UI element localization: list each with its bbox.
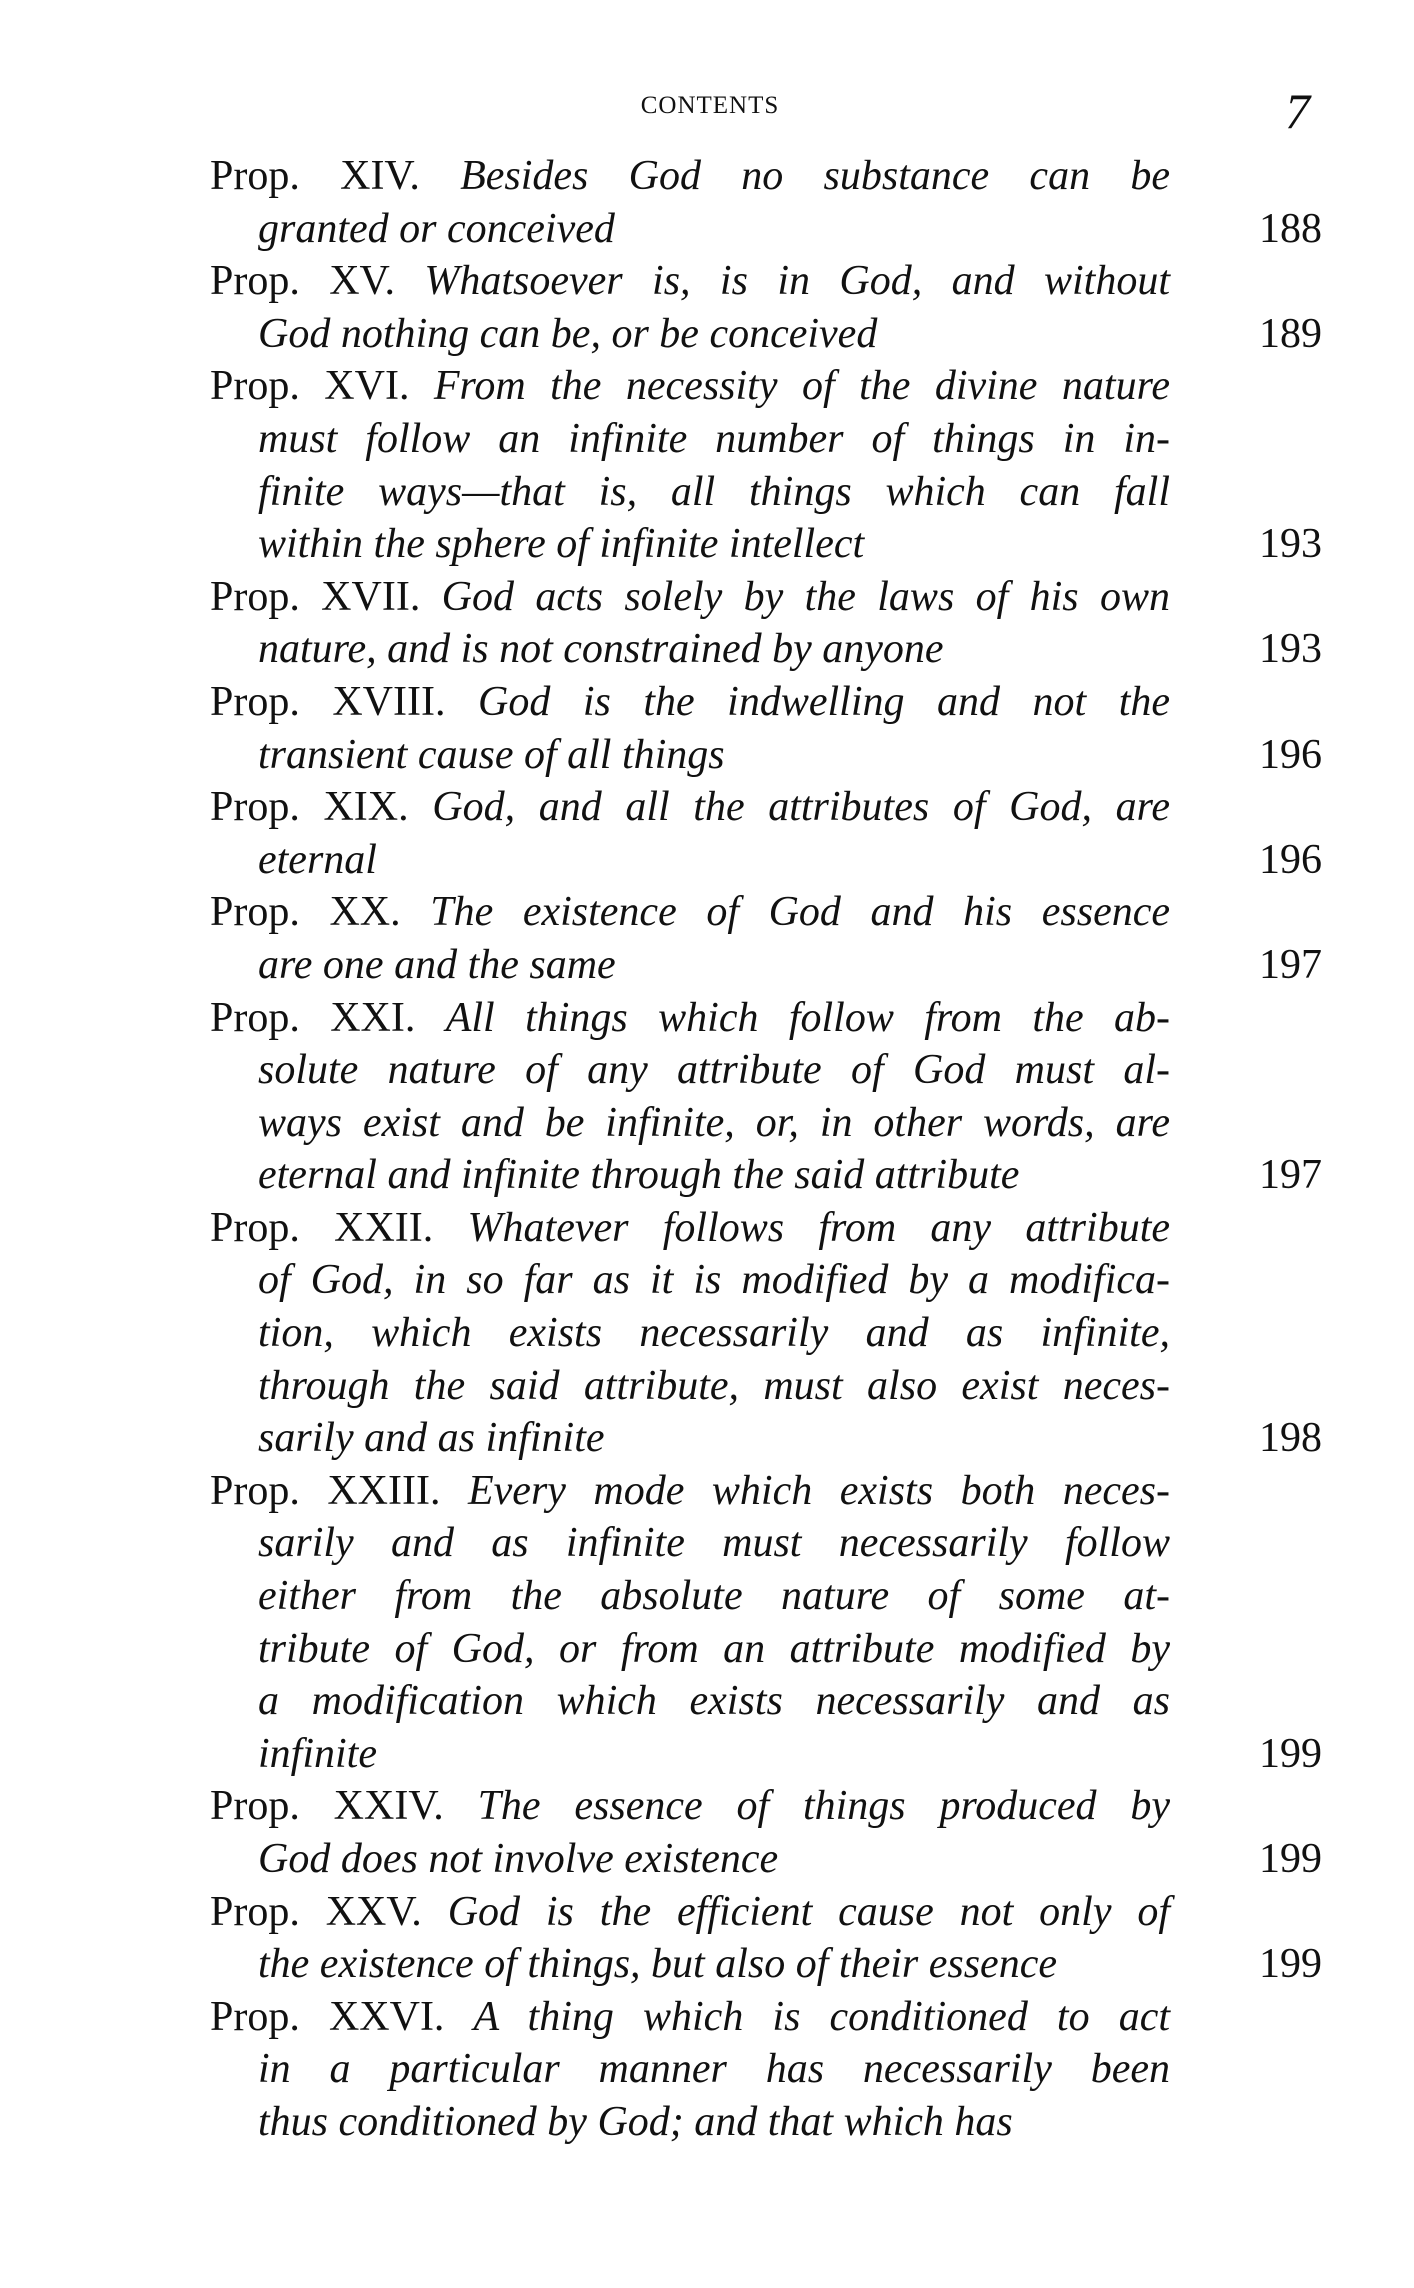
toc-entry-line [210,1991,1170,2044]
toc-page-number: 196 [1259,731,1322,778]
toc-entry-text [210,1991,1170,2149]
proposition-label: Prop. XXI. [210,994,416,1041]
toc-entry-line [210,308,1170,361]
toc-entry-line [210,992,1170,1045]
toc-entry-line [210,1044,1170,1097]
proposition-text: sarily and as infinite [258,1415,605,1462]
page-number: 7 [1285,83,1310,139]
toc-entry [210,781,1322,886]
proposition-text: tribute of God, or from an attribute modified by [258,1625,1170,1672]
toc-entry [210,571,1322,676]
toc-entry-line [210,623,1170,676]
proposition-text: God nothing can be, or be conceived [258,310,878,357]
proposition-text: in a particular manner has necessarily been [258,2046,1170,2093]
toc-entry-text [210,886,1170,991]
proposition-text: tion, which exists necessarily and as infinite, [258,1310,1170,1357]
proposition-text: must follow an infinite number of things in in- [258,415,1170,462]
toc-entry-line [210,1202,1170,1255]
toc-entry-line [210,1149,1170,1202]
table-of-contents [210,150,1322,2149]
proposition-label: Prop. XXVI. [210,1993,445,2040]
proposition-text: The existence of God and his essence [430,889,1170,936]
toc-entry-line [210,1412,1170,1465]
proposition-text: Whatever follows from any attribute [467,1204,1171,1251]
toc-entry-line [210,518,1170,571]
toc-entry-line [210,1675,1170,1728]
toc-page-number: 196 [1259,836,1322,883]
toc-entry-text [210,360,1170,570]
proposition-text: God is the efficient cause not only of [447,1888,1171,1935]
proposition-label: Prop. XVIII. [210,678,446,725]
toc-entry [210,360,1322,570]
toc-page-number: 198 [1259,1415,1322,1462]
proposition-text: nature, and is not constrained by anyone [258,626,944,673]
toc-entry-line [210,1097,1170,1150]
toc-entry [210,1886,1322,1991]
toc-entry-line [210,413,1170,466]
toc-entry-line [210,203,1170,256]
toc-entry-text [210,1465,1170,1781]
proposition-text: All things which follow from the ab- [445,994,1171,1041]
toc-page-number: 188 [1259,205,1322,252]
toc-entry [210,886,1322,991]
toc-entry-line [210,886,1170,939]
toc-entry [210,150,1322,255]
toc-entry-text [210,1886,1170,1991]
toc-entry-text [210,1202,1170,1465]
running-title: CONTENTS [640,92,780,119]
running-head [210,82,1310,142]
toc-entry-text [210,255,1170,360]
toc-entry-line [210,360,1170,413]
toc-entry-line [210,729,1170,782]
proposition-text: God is the indwelling and not the [478,678,1171,725]
proposition-label: Prop. XVI. [210,363,410,410]
proposition-text: infinite [258,1730,377,1777]
toc-entry-line [210,676,1170,729]
proposition-label: Prop. XXII. [210,1204,434,1251]
toc-page-number: 189 [1259,310,1322,357]
toc-page-number: 199 [1259,1941,1322,1988]
proposition-label: Prop. XVII. [210,573,421,620]
proposition-text: through the said attribute, must also exist neces- [258,1362,1170,1409]
proposition-text: Every mode which exists both neces- [468,1467,1171,1514]
toc-entry-line [210,571,1170,624]
toc-entry-line [210,939,1170,992]
toc-entry-line [210,834,1170,887]
proposition-text: within the sphere of infinite intellect [258,521,865,568]
proposition-text: thus conditioned by God; and that which has [258,2098,1013,2145]
toc-page-number: 193 [1259,626,1322,673]
toc-entry-text [210,150,1170,255]
proposition-text: eternal and infinite through the said attribute [258,1152,1020,1199]
proposition-text: God acts solely by the laws of his own [441,573,1170,620]
toc-entry-line [210,1938,1170,1991]
toc-entry-line [210,1517,1170,1570]
toc-entry-line [210,1254,1170,1307]
proposition-label: Prop. XV. [210,258,395,305]
toc-entry-line [210,1886,1170,1939]
proposition-label: Prop. XIX. [210,784,409,831]
toc-entry [210,676,1322,781]
proposition-text: of God, in so far as it is modified by a modifica- [258,1257,1170,1304]
proposition-label: Prop. XX. [210,889,401,936]
proposition-text: granted or conceived [258,205,615,252]
toc-entry [210,1202,1322,1465]
toc-entry-text [210,1780,1170,1885]
toc-entry-line [210,150,1170,203]
proposition-text: From the necessity of the divine nature [433,363,1170,410]
proposition-text: transient cause of all things [258,731,725,778]
toc-entry-line [210,781,1170,834]
toc-entry [210,992,1322,1202]
toc-entry-line [210,1833,1170,1886]
toc-entry-text [210,571,1170,676]
toc-entry-line [210,1307,1170,1360]
proposition-label: Prop. XIV. [210,153,420,199]
toc-entry-line [210,2043,1170,2096]
toc-entry-text [210,676,1170,781]
toc-entry-line [210,1465,1170,1518]
toc-entry-text [210,992,1170,1202]
proposition-text: Whatsoever is, is in God, and without [424,258,1171,305]
proposition-text: ways exist and be infinite, or, in other words, are [258,1099,1170,1146]
proposition-text: eternal [258,836,377,883]
toc-page-number: 199 [1259,1836,1322,1882]
toc-entry-line [210,1570,1170,1623]
proposition-label: Prop. XXIII. [210,1467,441,1514]
proposition-text: A thing which is conditioned to act [473,1993,1171,2040]
toc-entry [210,255,1322,360]
proposition-text: Besides God no substance can be [460,153,1170,199]
toc-page-number: 199 [1259,1730,1322,1777]
toc-entry-line [210,466,1170,519]
proposition-text: a modification which exists necessarily and as [258,1678,1170,1725]
toc-page-number: 193 [1259,521,1322,568]
toc-page-number: 197 [1259,941,1322,988]
toc-entry-line [210,2096,1170,2149]
proposition-text: either from the absolute nature of some at- [258,1573,1170,1620]
proposition-label: Prop. XXV. [210,1888,422,1935]
toc-entry-line [210,1780,1170,1833]
proposition-text: The essence of things produced by [477,1783,1170,1830]
proposition-text: the existence of things, but also of their essence [258,1941,1057,1988]
toc-entry-line [210,1728,1170,1781]
toc-entry-line [210,255,1170,308]
toc-entry [210,1465,1322,1781]
proposition-text: God does not involve existence [258,1836,779,1882]
proposition-text: solute nature of any attribute of God must al- [258,1047,1170,1094]
proposition-label: Prop. XXIV. [210,1783,444,1830]
toc-entry-line [210,1623,1170,1676]
toc-entry-text [210,781,1170,886]
proposition-text: are one and the same [258,941,616,988]
proposition-text: finite ways—that is, all things which can fall [258,468,1170,515]
toc-page-number: 197 [1259,1152,1322,1199]
toc-entry [210,1780,1322,1885]
proposition-text: sarily and as infinite must necessarily follow [258,1520,1170,1567]
toc-entry [210,1991,1322,2149]
toc-entry-line [210,1360,1170,1413]
proposition-text: God, and all the attributes of God, are [432,784,1171,831]
